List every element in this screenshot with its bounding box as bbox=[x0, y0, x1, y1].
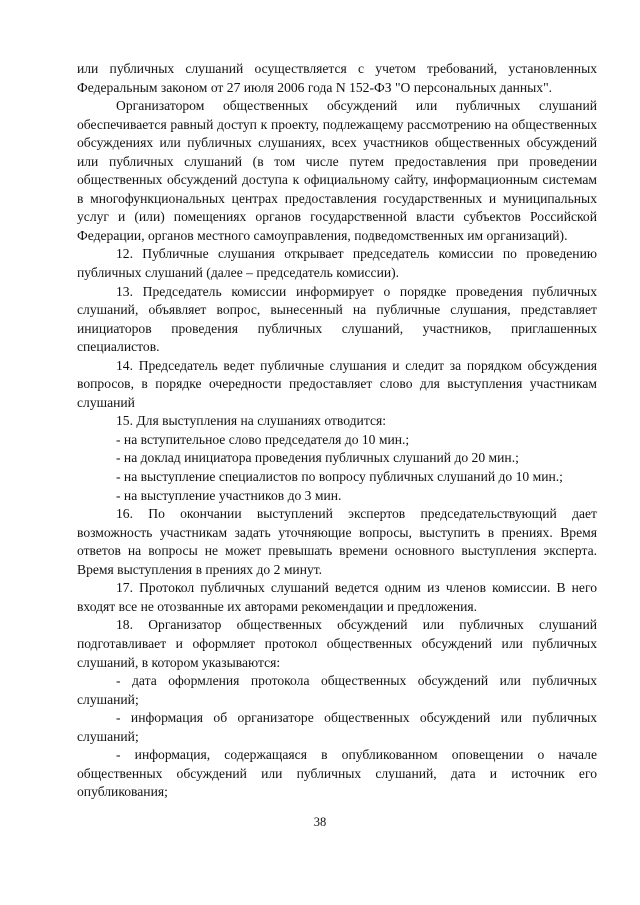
paragraph-item-14: 14. Председатель ведет публичные слушания и следит за порядком обсуждения вопросов, в порядке очередности предоставляет слово для выступления участникам слушаний bbox=[77, 357, 597, 410]
paragraph-item-17: 17. Протокол публичных слушаний ведется одним из членов комиссии. В него входят все не отозванные их авторами рекомендации и предложения. bbox=[77, 580, 597, 614]
paragraph-item-16: 16. По окончании выступлений экспертов председательствующий дает возможность участникам задать уточняющие вопросы, выступить в прениях. Время ответов на вопросы не может превышать времени основного выступления эксперта. Время выступления в прениях до 2 минут. bbox=[77, 506, 597, 577]
list-item-participants: - на выступление участников до 3 мин. bbox=[116, 487, 342, 503]
document-body bbox=[77, 60, 597, 802]
paragraph-organizer-access: Организатором общественных обсуждений или публичных слушаний обеспечивается равный доступ к проекту, подлежащему рассмотрению на общественных обсуждениях или публичных слушаниях, всех участников общественных обсуждений или публичных слушаний (в том числе путем предоставления при проведении общественных обсуждений доступа к официальному сайту, информационным системам в многофункциональных центрах предоставления государственных и муниципальных услуг и (или) помещениях органов государственной власти субъектов Российской Федерации, органов местного самоуправления, подведомственных им организаций). bbox=[77, 98, 597, 243]
paragraph-item-13: 13. Председатель комиссии информирует о порядке проведения публичных слушаний, объявляет вопрос, вынесенный на публичные слушания, представляет инициаторов проведения публичных слушаний, участников, приглашенных специалистов. bbox=[77, 283, 597, 355]
paragraph-continuation: или публичных слушаний осуществляется с учетом требований, установленных Федеральным законом от 27 июля 2006 года N 152-ФЗ "О персональных данных". bbox=[77, 61, 597, 95]
list-item-protocol-date: - дата оформления протокола общественных обсуждений или публичных слушаний; bbox=[77, 673, 597, 707]
list-item-organizer-info: - информация об организаторе общественных обсуждений или публичных слушаний; bbox=[77, 710, 597, 744]
list-item-intro-speech: - на вступительное слово председателя до 10 мин.; bbox=[116, 431, 410, 447]
page-number: 38 bbox=[313, 815, 327, 829]
list-item-notice-info: - информация, содержащаяся в опубликованном оповещении о начале общественных обсуждений или публичных слушаний, дата и источник его опубликования; bbox=[77, 747, 597, 800]
paragraph-item-18: 18. Организатор общественных обсуждений или публичных слушаний подготавливает и оформляет протокол общественных обсуждений или публичных слушаний, в котором указываются: bbox=[77, 617, 597, 670]
paragraph-item-12: 12. Публичные слушания открывает председатель комиссии по проведению публичных слушаний (далее – председатель комиссии). bbox=[77, 246, 597, 281]
list-item-specialists: - на выступление специалистов по вопросу публичных слушаний до 10 мин.; bbox=[116, 469, 563, 485]
list-item-initiator-report: - на доклад инициатора проведения публичных слушаний до 20 мин.; bbox=[116, 450, 519, 466]
paragraph-item-15: 15. Для выступления на слушаниях отводится: bbox=[116, 413, 387, 429]
